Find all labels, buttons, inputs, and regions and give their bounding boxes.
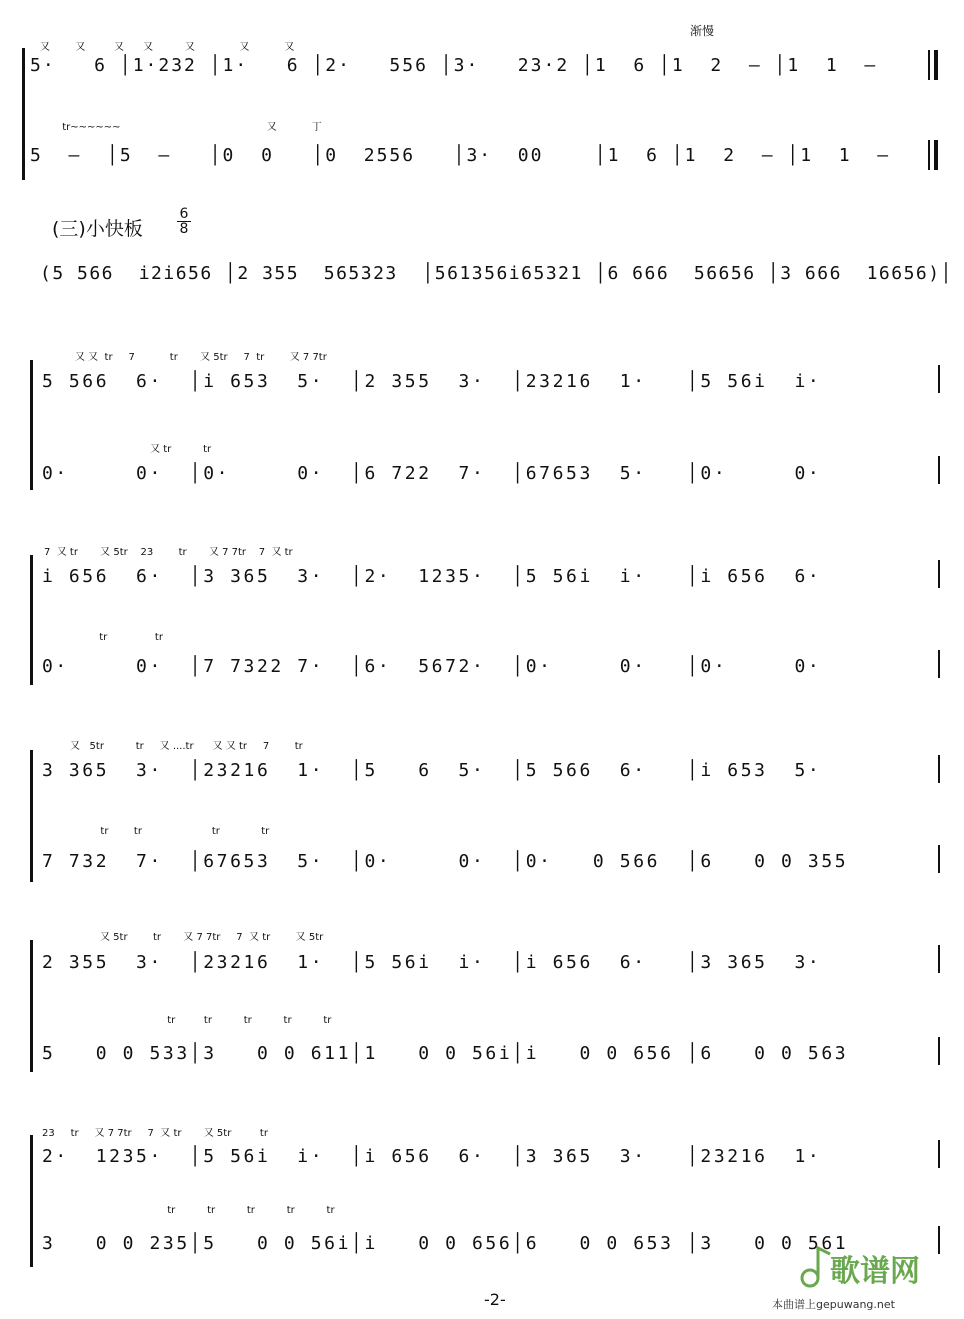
end-barline [938, 1037, 940, 1065]
time-signature-bottom: 8 [179, 221, 189, 237]
final-barline [928, 50, 930, 80]
end-barline [938, 456, 940, 484]
technique-marks-bottom: tr tr tr tr tr [145, 1205, 335, 1216]
technique-marks-top: 又 又 又 又 又 又 又 [40, 42, 295, 53]
melody-line-top: 3 365 3· │23216 1· │5 6 5· │5 566 6· │i 653 5· [42, 760, 822, 781]
end-barline [938, 755, 940, 783]
technique-marks-top: 23 tr 又 7 7tr 7 又 tr 又 5tr tr [42, 1128, 268, 1139]
end-barline [938, 945, 940, 973]
end-barline [938, 560, 940, 588]
technique-marks-bottom: 又 tr tr [42, 444, 212, 455]
technique-marks-top: 又 5tr tr 又 7 7tr 7 又 tr 又 5tr [100, 932, 324, 943]
page-number: -2- [484, 1290, 506, 1309]
melody-line-bottom: 0· 0· │0· 0· │6 722 7· │67653 5· │0· 0· [42, 463, 822, 484]
melody-line-bottom: 0· 0· │7 7322 7· │6· 5672· │0· 0· │0· 0· [42, 656, 822, 677]
system-bracket [30, 360, 33, 490]
melody-line-top: 2· 1235· │5 56i i· │i 656 6· │3 365 3· │23216 1· [42, 1146, 822, 1167]
end-barline [938, 365, 940, 393]
tempo-mark: 渐慢 [690, 24, 715, 38]
melody-line-top: i 656 6· │3 365 3· │2· 1235· │5 56i i· │i 656 6· [42, 566, 822, 587]
final-barline [934, 50, 938, 80]
technique-marks-bottom: tr tr tr tr tr [145, 1015, 332, 1026]
technique-marks-bottom: tr~~~~~~ 又 丁 [40, 122, 322, 133]
footer-text: 本曲谱上gepuwang.net [772, 1298, 895, 1311]
melody-line-bottom: 5 0 0 533│3 0 0 611│1 0 0 56i│i 0 0 656 │6 0 0 563 [42, 1043, 849, 1064]
intro-line: (5 566 i2i656 │2 355 565323 │561356i65321 │6 666 56656 │3 666 16656)│ [40, 263, 953, 284]
watermark-logo [790, 1240, 960, 1300]
time-signature-top: 6 [177, 207, 191, 222]
technique-marks-bottom: tr tr tr tr [75, 826, 270, 837]
system-bracket [30, 750, 33, 882]
technique-marks-top: 7 又 tr 又 5tr 23 tr 又 7 7tr 7 又 tr [44, 547, 293, 558]
end-barline [938, 1140, 940, 1168]
system-bracket [22, 48, 25, 180]
end-barline [938, 650, 940, 678]
watermark-text: 歌谱网 [830, 1254, 920, 1289]
technique-marks-top: 又 又 tr 7 tr 又 5tr 7 tr 又 7 7tr [75, 352, 327, 363]
system-bracket [30, 1135, 33, 1267]
system-bracket [30, 555, 33, 685]
final-barline [928, 140, 930, 170]
melody-line-top: 2 355 3· │23216 1· │5 56i i· │i 656 6· │3 365 3· [42, 952, 822, 973]
melody-line-bottom: 5 — │5 — │0 0 │0 2556 │3· 00 │1 6 │1 2 — │1 1 — [30, 145, 891, 166]
melody-line-top: 5· 6 │1·232 │1· 6 │2· 556 │3· 23·2 │1 6 │1 2 — │1 1 — [30, 55, 878, 76]
melody-line-top: 5 566 6· │i 653 5· │2 355 3· │23216 1· │5 56i i· [42, 371, 822, 392]
technique-marks-bottom: tr tr [42, 632, 163, 643]
system-bracket [30, 940, 33, 1072]
technique-marks-top: 又 5tr tr 又 ....tr 又 又 tr 7 tr [70, 741, 303, 752]
melody-line-bottom: 7 732 7· │67653 5· │0· 0· │0· 0 566 │6 0 0 355 [42, 851, 849, 872]
final-barline [934, 140, 938, 170]
time-signature [177, 207, 191, 236]
melody-line-bottom: 3 0 0 235│5 0 0 56i│i 0 0 656│6 0 0 653 │3 0 0 561 [42, 1233, 849, 1254]
section-title: (三)小快板 [52, 218, 143, 240]
end-barline [938, 845, 940, 873]
